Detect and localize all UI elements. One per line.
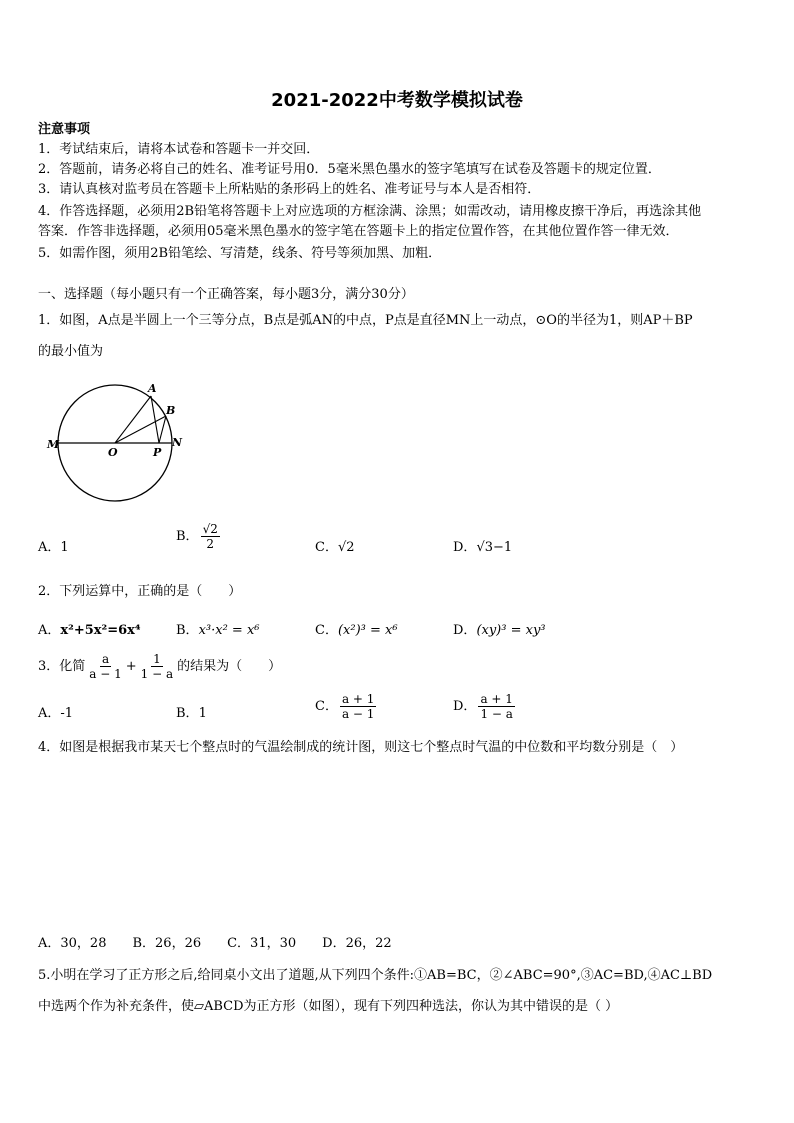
fraction: [87, 652, 123, 681]
section-heading: 一、选择题（每小题只有一个正确答案，每小题3分，满分30分）: [38, 287, 414, 302]
q1-option-d[interactable]: [453, 536, 512, 555]
label-p: P: [153, 446, 162, 459]
q4-options[interactable]: A．30，28 B．26，26 C．31，30 D．26，22: [38, 936, 392, 951]
option-value: 1: [198, 706, 207, 721]
fraction: [139, 652, 175, 681]
q1-circle-figure: [44, 378, 194, 504]
fraction: [478, 692, 514, 721]
q2-option-a[interactable]: [38, 619, 141, 638]
option-value: x³·x² = x⁶: [198, 623, 260, 638]
notice-item: 4．作答选择题，必须用2B铅笔将答题卡上对应选项的方框涂满、涂黑；如需改动，请用橡皮擦干净后，再选涂其他: [38, 204, 702, 219]
page-title: 2021-2022中考数学模拟试卷: [271, 90, 523, 111]
q1-option-c[interactable]: [315, 536, 355, 555]
numerator: a + 1: [341, 692, 375, 706]
option-label: A．: [38, 623, 61, 638]
label-n: N: [172, 436, 183, 449]
option-value: (xy)³ = xy³: [476, 623, 546, 638]
q1-option-b[interactable]: [176, 522, 222, 551]
q2-stem: 2．下列运算中，正确的是（ ）: [38, 584, 242, 599]
notice-item: 5．如需作图，须用2B铅笔绘、写清楚，线条、符号等须加黑、加粗．: [38, 246, 442, 261]
denominator: a − 1: [341, 707, 375, 721]
q3-option-a[interactable]: [38, 702, 73, 721]
label-b: B: [166, 404, 176, 417]
option-value: √2: [337, 540, 355, 555]
denominator: a − 1: [89, 667, 122, 681]
option-label: C．: [315, 699, 338, 714]
q3-option-b[interactable]: [176, 702, 207, 721]
q1-stem-cont: 的最小值为: [38, 344, 104, 359]
notice-item: 3．请认真核对监考员在答题卡上所粘贴的条形码上的姓名、准考证号与本人是否相符．: [38, 182, 541, 197]
denominator: 1 − a: [140, 667, 174, 681]
q3-stem: [38, 652, 281, 681]
q1-stem: 1．如图，A点是半圆上一个三等分点，B点是弧AN的中点，P点是直径MN上一动点，⊙O的半径为1，则AP＋BP: [38, 313, 693, 328]
denominator: 1 − a: [480, 707, 513, 721]
plus-sign: +: [125, 659, 137, 674]
label-o: O: [108, 446, 118, 459]
option-label: D．: [453, 699, 477, 714]
option-value: x²+5x²=6x⁴: [60, 623, 141, 638]
label-m: M: [47, 438, 60, 451]
notice-heading: 注意事项: [38, 122, 91, 137]
option-value: 1: [60, 540, 69, 555]
option-label: B．: [176, 623, 199, 638]
notice-item: 2．答题前，请务必将自己的姓名、准考证号用0．5毫米黑色墨水的签字笔填写在试卷及答题卡的规定位置．: [38, 162, 661, 177]
option-value: (x²)³ = x⁶: [337, 623, 398, 638]
q1-option-a[interactable]: [38, 536, 69, 555]
option-label: D．: [453, 623, 477, 638]
numerator: a: [101, 652, 110, 666]
notice-item: 1．考试结束后，请将本试卷和答题卡一并交回．: [38, 142, 320, 157]
numerator: √2: [202, 522, 218, 536]
label-a: A: [148, 382, 157, 395]
q3-option-d[interactable]: [453, 692, 517, 721]
numerator: 1: [153, 652, 161, 666]
option-value: -1: [60, 706, 74, 721]
q2-option-d[interactable]: [453, 619, 546, 638]
q2-option-c[interactable]: [315, 619, 398, 638]
stem-text: 的结果为（ ）: [177, 659, 282, 674]
option-label: B．: [176, 706, 199, 721]
q5-stem: 5.小明在学习了正方形之后,给同桌小文出了道题,从下列四个条件:①AB=BC，②∠ABC=90°,③AC=BD,④AC⊥BD: [38, 968, 713, 983]
option-label: C．: [315, 623, 338, 638]
notice-item: 答案．作答非选择题，必须用05毫米黑色墨水的签字笔在答题卡上的指定位置作答，在其他位置作答一律无效．: [38, 224, 679, 239]
option-label: A．: [38, 706, 61, 721]
option-value: √3−1: [476, 540, 513, 555]
option-label: B．: [176, 529, 199, 544]
q4-stem: 4．如图是根据我市某天七个整点时的气温绘制成的统计图，则这七个整点时气温的中位数和平均数分别是（ ）: [38, 740, 684, 755]
q5-stem-cont: 中选两个作为补充条件，使▱ABCD为正方形（如图），现有下列四种选法，你认为其中错误的是（ ）: [38, 999, 619, 1014]
stem-text: 3．化简: [38, 659, 86, 674]
option-label: D．: [453, 540, 477, 555]
fraction: [340, 692, 376, 721]
denominator: 2: [206, 537, 215, 551]
fraction: [201, 522, 220, 551]
option-label: A．: [38, 540, 61, 555]
option-label: C．: [315, 540, 338, 555]
q3-option-c[interactable]: [315, 692, 378, 721]
numerator: a + 1: [480, 692, 513, 706]
q2-option-b[interactable]: [176, 619, 259, 638]
